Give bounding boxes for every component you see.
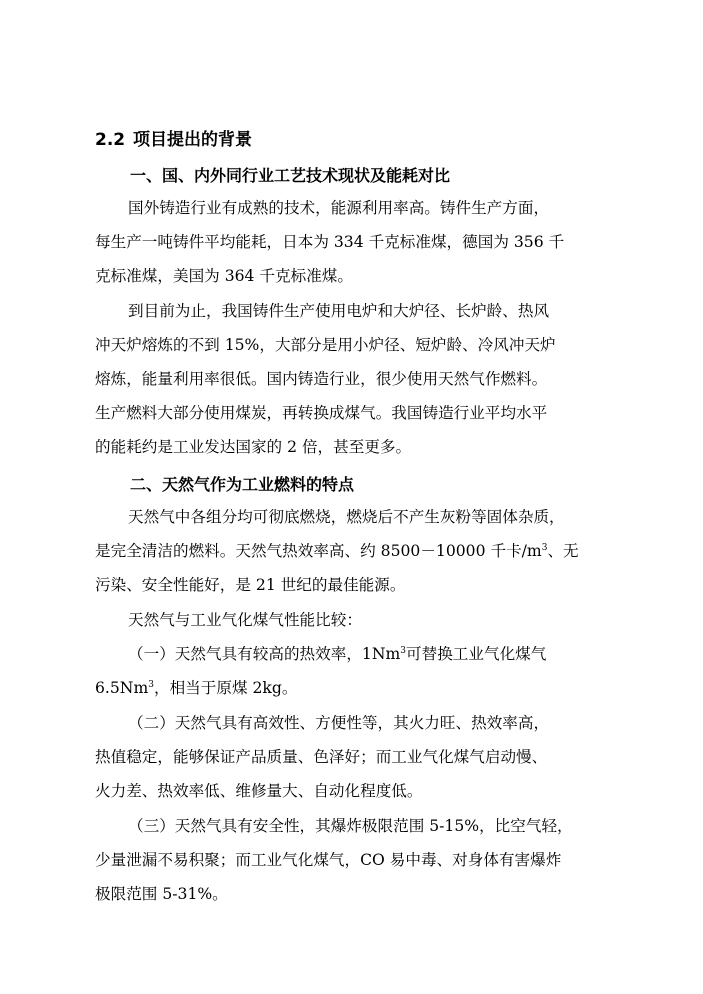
section-title: 项目提出的背景 xyxy=(133,130,252,150)
text-line: （二）天然气具有高效性、方便性等，其火力旺、热效率高， xyxy=(128,714,550,732)
superscript: 3 xyxy=(148,680,154,690)
text-fragment: 是完全清洁的燃料。天然气热效率高、约 8500－10000 千卡/m xyxy=(95,542,542,560)
comparison-item-2 xyxy=(95,706,615,808)
text-line: 生产燃料大部分使用煤炭，再转换成煤气。我国铸造行业平均水平 xyxy=(95,404,548,422)
text-line: 污染、安全性能好，是 21 世纪的最佳能源。 xyxy=(95,576,406,594)
text-line: 冲天炉熔炼的不到 15%，大部分是用小炉径、短炉龄、冷风冲天炉 xyxy=(95,336,556,354)
text-line: 熔炼，能量利用率很低。国内铸造行业，很少使用天然气作燃料。 xyxy=(95,370,548,388)
text-line: 少量泄漏不易积聚；而工业气化煤气，CO 易中毒、对身体有害爆炸 xyxy=(95,851,562,869)
superscript: 3 xyxy=(400,646,406,656)
text-fragment: 可替换工业气化煤气 xyxy=(406,645,547,663)
text-fragment: 、无 xyxy=(547,542,579,560)
text-line: 克标准煤，美国为 364 千克标准煤。 xyxy=(95,267,353,285)
part1-paragraph-2 xyxy=(95,294,615,464)
part1-paragraph-1 xyxy=(95,191,615,293)
text-line: 到目前为止，我国铸件生产使用电炉和大炉径、长炉龄、热风 xyxy=(128,302,550,320)
text-line: 火力差、热效率低、维修量大、自动化程度低。 xyxy=(95,782,423,800)
text-line: 极限范围 5-31%。 xyxy=(95,885,228,903)
part2-paragraph-1 xyxy=(95,500,615,602)
part1-heading: 一、国、内外同行业工艺技术现状及能耗对比 xyxy=(130,166,451,185)
text-line: 的能耗约是工业发达国家的 2 倍，甚至更多。 xyxy=(95,438,412,456)
text-line xyxy=(95,671,615,705)
part2-heading: 二、天然气作为工业燃料的特点 xyxy=(130,475,355,494)
text-fragment: （一）天然气具有较高的热效率，1Nm xyxy=(128,645,401,663)
text-line: 天然气与工业气化煤气性能比较： xyxy=(128,611,362,629)
text-line: （三）天然气具有安全性，其爆炸极限范围 5-15%，比空气轻， xyxy=(128,817,573,835)
text-line xyxy=(95,534,615,568)
text-fragment: 6.5Nm xyxy=(95,679,149,697)
text-fragment: ，相当于原煤 2kg。 xyxy=(153,679,298,697)
text-line: 热值稳定，能够保证产品质量、色泽好；而工业气化煤气启动慢、 xyxy=(95,748,548,766)
comparison-item-1 xyxy=(95,637,615,705)
text-line: 国外铸造行业有成熟的技术，能源利用率高。铸件生产方面， xyxy=(128,199,550,217)
text-line: 每生产一吨铸件平均能耗，日本为 334 千克标准煤，德国为 356 千 xyxy=(95,233,565,251)
comparison-item-3 xyxy=(95,809,615,911)
text-line xyxy=(95,637,615,671)
part2-paragraph-2 xyxy=(95,603,615,637)
text-line: 天然气中各组分均可彻底燃烧，燃烧后不产生灰粉等固体杂质， xyxy=(128,508,565,526)
section-heading xyxy=(95,128,615,152)
section-number: 2.2 xyxy=(95,130,126,150)
superscript: 3 xyxy=(541,543,548,553)
